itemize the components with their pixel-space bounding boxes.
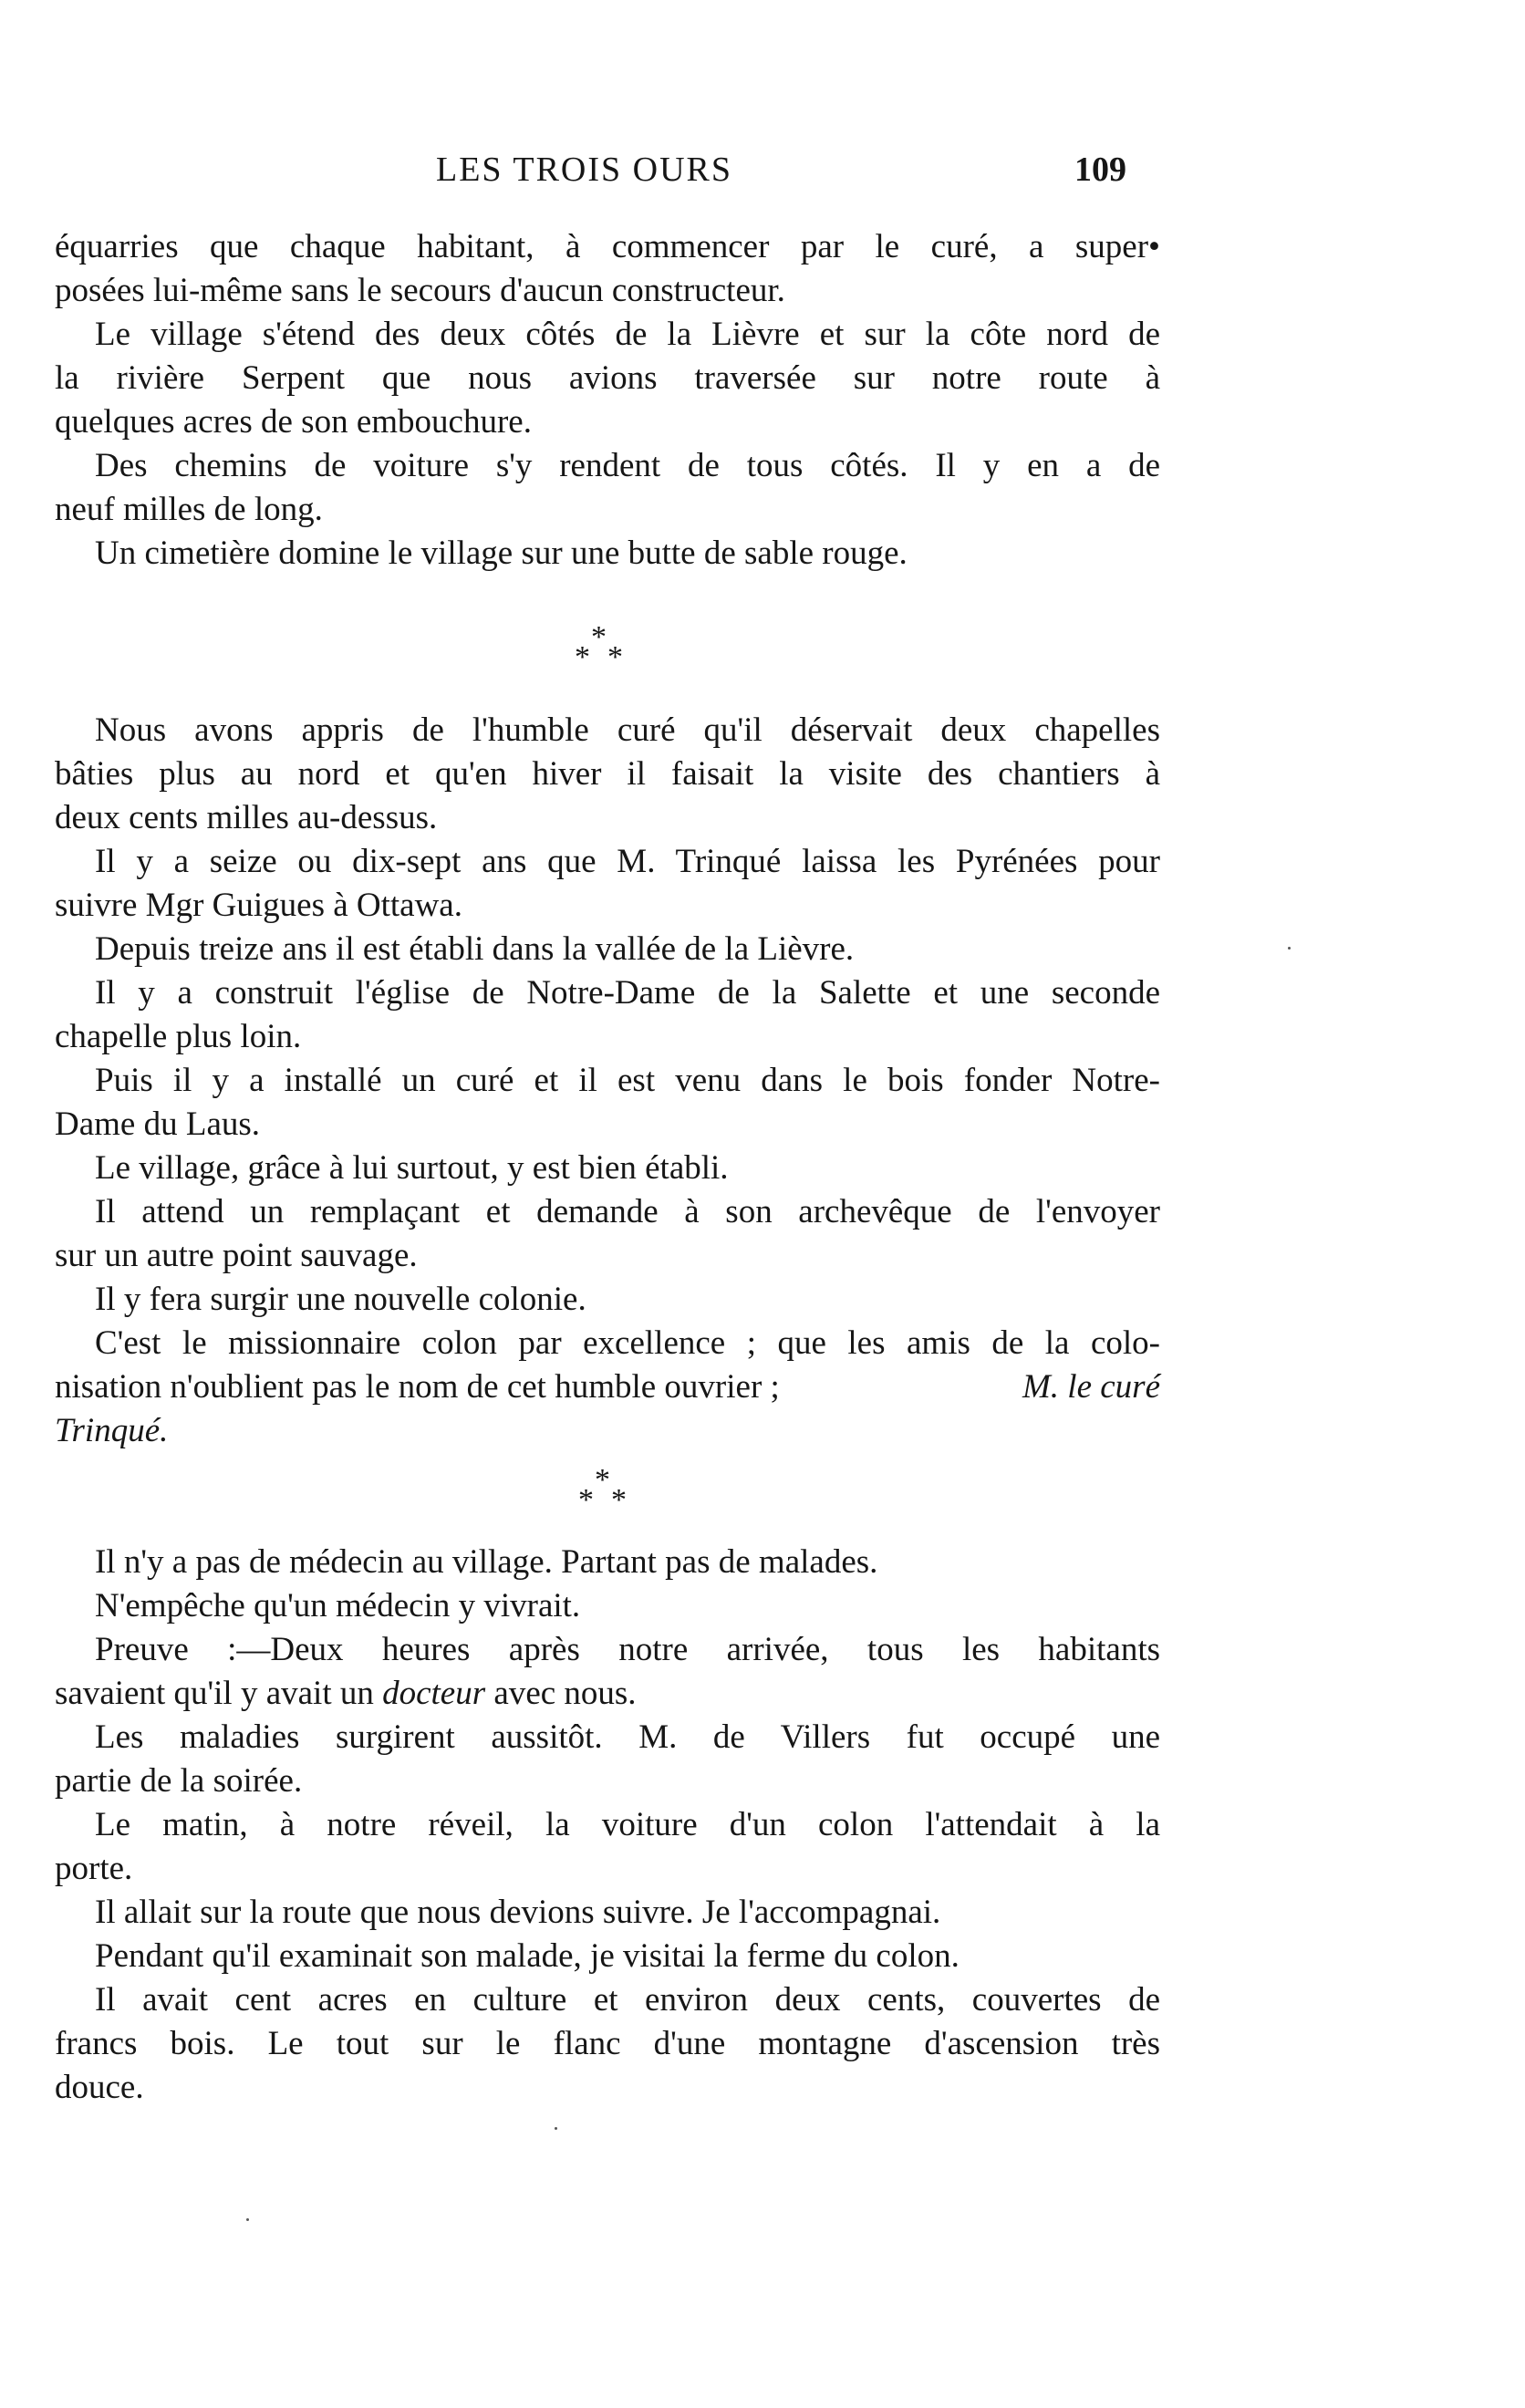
text-line: Pendant qu'il examinait son malade, je visitai la ferme du colon.	[95, 1937, 960, 1975]
asterism-star: *	[595, 1463, 610, 1497]
scan-speck	[1288, 947, 1291, 950]
text-line: C'est le missionnaire colon par excellence ; que les amis de la colo-	[95, 1324, 1160, 1362]
running-title: LES TROIS OURS	[436, 150, 733, 189]
text-line	[55, 1673, 637, 1715]
text-line: Il y a seize ou dix-sept ans que M. Trinqué laissa les Pyrénées pour	[95, 843, 1160, 880]
text-line: la rivière Serpent que nous avions traversée sur notre route à	[55, 359, 1160, 397]
text-line: partie de la soirée.	[55, 1762, 303, 1800]
italic-word: docteur	[382, 1675, 486, 1712]
text-line: deux cents milles au-dessus.	[55, 799, 438, 836]
page-number: 109	[1074, 150, 1126, 189]
text-line: Dame du Laus.	[55, 1105, 261, 1143]
text-line: quelques acres de son embouchure.	[55, 403, 532, 441]
text-line: posées lui-même sans le secours d'aucun constructeur.	[55, 272, 785, 309]
asterism-divider	[564, 620, 637, 674]
scan-speck	[246, 2218, 249, 2221]
text-line-segment: avec nous.	[493, 1675, 637, 1712]
italic-name: Trinqué.	[55, 1412, 169, 1449]
asterism-star: *	[575, 640, 590, 674]
text-line: Le village, grâce à lui surtout, y est bien établi.	[95, 1149, 729, 1187]
text-line: Il avait cent acres en culture et environ deux cents, couvertes de	[95, 1981, 1160, 2019]
scan-speck	[555, 2127, 557, 2130]
text-line: Puis il y a installé un curé et il est venu dans le bois fonder Notre-	[95, 1062, 1160, 1099]
text-line: francs bois. Le tout sur le flanc d'une montagne d'ascension très	[55, 2025, 1160, 2062]
page-header	[0, 150, 1525, 195]
text-line: équarries que chaque habitant, à commencer par le curé, a super•	[55, 228, 1160, 265]
asterism-star: *	[611, 1483, 627, 1517]
text-line: douce.	[55, 2069, 144, 2106]
text-line: Depuis treize ans il est établi dans la vallée de la Lièvre.	[95, 930, 855, 968]
text-line: N'empêche qu'un médecin y vivrait.	[95, 1587, 581, 1624]
text-line: Il y a construit l'église de Notre-Dame de la Salette et une seconde	[95, 974, 1160, 1012]
asterism-star: *	[607, 640, 623, 674]
text-line: chapelle plus loin.	[55, 1018, 302, 1055]
asterism-divider	[567, 1463, 640, 1517]
text-line: sur un autre point sauvage.	[55, 1237, 418, 1274]
text-line: Le matin, à notre réveil, la voiture d'un colon l'attendait à la	[95, 1806, 1160, 1843]
text-line: Il attend un remplaçant et demande à son archevêque de l'envoyer	[95, 1193, 1160, 1230]
text-line: bâties plus au nord et qu'en hiver il faisait la visite des chantiers à	[55, 755, 1160, 793]
text-line: Le village s'étend des deux côtés de la Lièvre et sur la côte nord de	[95, 316, 1160, 353]
asterism-star: *	[591, 620, 607, 654]
text-line	[55, 1410, 168, 1452]
text-line: Nous avons appris de l'humble curé qu'il déservait deux chapelles	[95, 711, 1160, 749]
text-line: porte.	[55, 1850, 133, 1887]
text-line: neuf milles de long.	[55, 491, 323, 528]
text-line: Il allait sur la route que nous devions suivre. Je l'accompagnai.	[95, 1894, 941, 1931]
text-line: Il y fera surgir une nouvelle colonie.	[95, 1281, 586, 1318]
text-line: Preuve :—Deux heures après notre arrivée, tous les habitants	[95, 1631, 1160, 1668]
asterism-star: *	[578, 1483, 594, 1517]
text-line: Des chemins de voiture s'y rendent de tous côtés. Il y en a de	[95, 447, 1160, 484]
text-line: Les maladies surgirent aussitôt. M. de Villers fut occupé une	[95, 1718, 1160, 1756]
text-line: Un cimetière domine le village sur une butte de sable rouge.	[95, 535, 908, 572]
italic-name: M. le curé	[1022, 1368, 1160, 1406]
text-line: Il n'y a pas de médecin au village. Partant pas de malades.	[95, 1543, 878, 1581]
text-line	[55, 1366, 1160, 1408]
text-line-segment: nisation n'oublient pas le nom de cet humble ouvrier ;	[55, 1368, 780, 1406]
text-line: suivre Mgr Guigues à Ottawa.	[55, 887, 462, 924]
text-line-segment: savaient qu'il y avait un	[55, 1675, 374, 1712]
